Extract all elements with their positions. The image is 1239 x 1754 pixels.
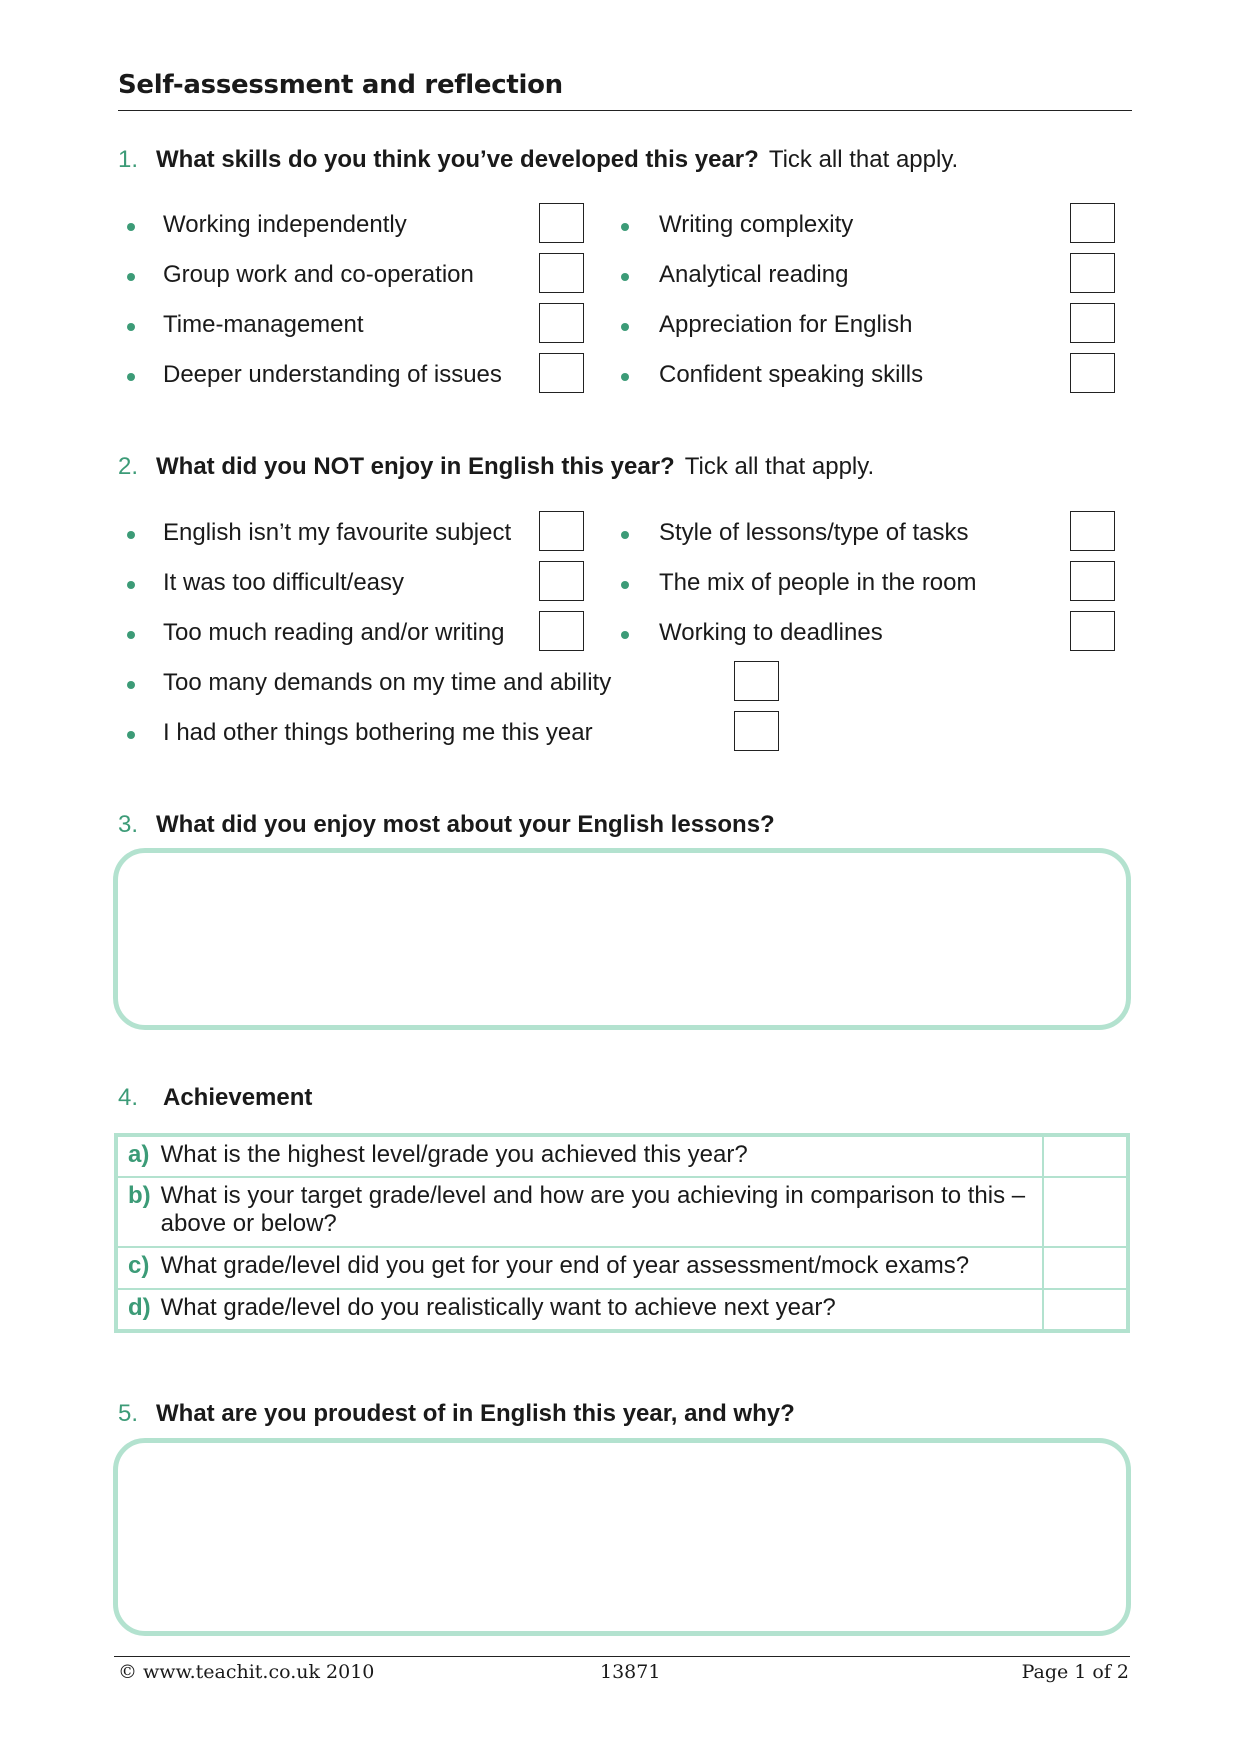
row-letter: a) — [116, 1135, 151, 1177]
question-text: What are you proudest of in English this year, and why? — [156, 1400, 795, 1427]
option-label: English isn’t my favourite subject — [163, 519, 512, 546]
bullet-icon — [127, 681, 135, 689]
checkbox-group-work[interactable] — [539, 253, 584, 293]
checkbox-appreciation-for-english[interactable] — [1070, 303, 1115, 343]
row-question: What is the highest level/grade you achieved this year? — [151, 1135, 1043, 1177]
bullet-icon — [127, 273, 135, 281]
answer-cell-a[interactable] — [1043, 1135, 1128, 1177]
bullet-icon — [127, 323, 135, 331]
row-letter: d) — [116, 1289, 151, 1331]
option-label: I had other things bothering me this year — [163, 719, 593, 746]
question-instruction: Tick all that apply. — [684, 453, 875, 480]
checkbox-too-much-reading-writing[interactable] — [539, 611, 584, 651]
question-text: What did you enjoy most about your English lessons? — [156, 811, 775, 838]
bullet-icon — [127, 731, 135, 739]
checkbox-analytical-reading[interactable] — [1070, 253, 1115, 293]
answer-cell-c[interactable] — [1043, 1247, 1128, 1289]
checkbox-style-of-lessons[interactable] — [1070, 511, 1115, 551]
question-number: 1. — [118, 146, 139, 173]
table-row — [116, 1177, 1128, 1247]
bullet-icon — [127, 373, 135, 381]
table-row — [116, 1289, 1128, 1331]
row-question: What grade/level do you realistically want to achieve next year? — [151, 1289, 1043, 1331]
bullet-icon — [621, 323, 629, 331]
bullet-icon — [127, 223, 135, 231]
checkbox-other-things-bothering[interactable] — [734, 711, 779, 751]
table-row — [116, 1135, 1128, 1177]
bullet-icon — [127, 581, 135, 589]
bullet-icon — [621, 273, 629, 281]
option-label: Working to deadlines — [659, 619, 883, 646]
row-letter: b) — [116, 1177, 151, 1247]
question-number: 2. — [118, 453, 139, 480]
title-divider — [118, 110, 1132, 111]
checkbox-working-to-deadlines[interactable] — [1070, 611, 1115, 651]
checkbox-writing-complexity[interactable] — [1070, 203, 1115, 243]
page-title: Self-assessment and reflection — [118, 70, 563, 100]
question-text: What did you NOT enjoy in English this year? — [156, 453, 675, 480]
section-heading: Achievement — [163, 1084, 313, 1111]
row-question: What grade/level did you get for your end of year assessment/mock exams? — [151, 1247, 1043, 1289]
question-2 — [118, 453, 874, 481]
checkbox-too-many-demands[interactable] — [734, 661, 779, 701]
option-label: Group work and co-operation — [163, 261, 474, 288]
footer-copyright: © www.teachit.co.uk 2010 — [118, 1661, 375, 1683]
option-label: Confident speaking skills — [659, 361, 924, 388]
bullet-icon — [127, 531, 135, 539]
checkbox-confident-speaking[interactable] — [1070, 353, 1115, 393]
checkbox-not-favourite-subject[interactable] — [539, 511, 584, 551]
answer-cell-b[interactable] — [1043, 1177, 1128, 1247]
question-text: What skills do you think you’ve developed this year? — [156, 146, 759, 173]
table-row — [116, 1247, 1128, 1289]
checkbox-time-management[interactable] — [539, 303, 584, 343]
checkbox-deeper-understanding[interactable] — [539, 353, 584, 393]
option-label: Working independently — [163, 211, 407, 238]
row-letter: c) — [116, 1247, 151, 1289]
bullet-icon — [621, 223, 629, 231]
answer-cell-d[interactable] — [1043, 1289, 1128, 1331]
question-3 — [118, 811, 775, 839]
option-label: It was too difficult/easy — [163, 569, 405, 596]
footer-divider — [114, 1656, 1130, 1657]
question-1 — [118, 146, 958, 174]
option-label: Too much reading and/or writing — [163, 619, 505, 646]
question-number: 3. — [118, 811, 139, 838]
question-instruction: Tick all that apply. — [768, 146, 959, 173]
question-number: 4. — [118, 1084, 139, 1111]
bullet-icon — [621, 581, 629, 589]
checkbox-mix-of-people[interactable] — [1070, 561, 1115, 601]
question-number: 5. — [118, 1400, 139, 1427]
answer-box-q3[interactable] — [113, 848, 1131, 1030]
bullet-icon — [621, 373, 629, 381]
option-label: Analytical reading — [659, 261, 849, 288]
option-label: Deeper understanding of issues — [163, 361, 502, 388]
option-label: Too many demands on my time and ability — [163, 669, 612, 696]
bullet-icon — [621, 531, 629, 539]
row-question: What is your target grade/level and how are you achieving in comparison to this – above or below? — [151, 1177, 1043, 1247]
option-label: Time-management — [163, 311, 364, 338]
checkbox-working-independently[interactable] — [539, 203, 584, 243]
option-label: Style of lessons/type of tasks — [659, 519, 969, 546]
answer-box-q5[interactable] — [113, 1438, 1131, 1636]
question-5 — [118, 1400, 795, 1428]
option-label: The mix of people in the room — [659, 569, 977, 596]
footer-page-number: Page 1 of 2 — [1021, 1661, 1129, 1683]
question-4 — [118, 1084, 312, 1112]
checkbox-too-difficult-easy[interactable] — [539, 561, 584, 601]
option-label: Writing complexity — [659, 211, 854, 238]
bullet-icon — [127, 631, 135, 639]
option-label: Appreciation for English — [659, 311, 913, 338]
footer-resource-code: 13871 — [600, 1661, 661, 1683]
bullet-icon — [621, 631, 629, 639]
achievement-table — [114, 1133, 1130, 1333]
